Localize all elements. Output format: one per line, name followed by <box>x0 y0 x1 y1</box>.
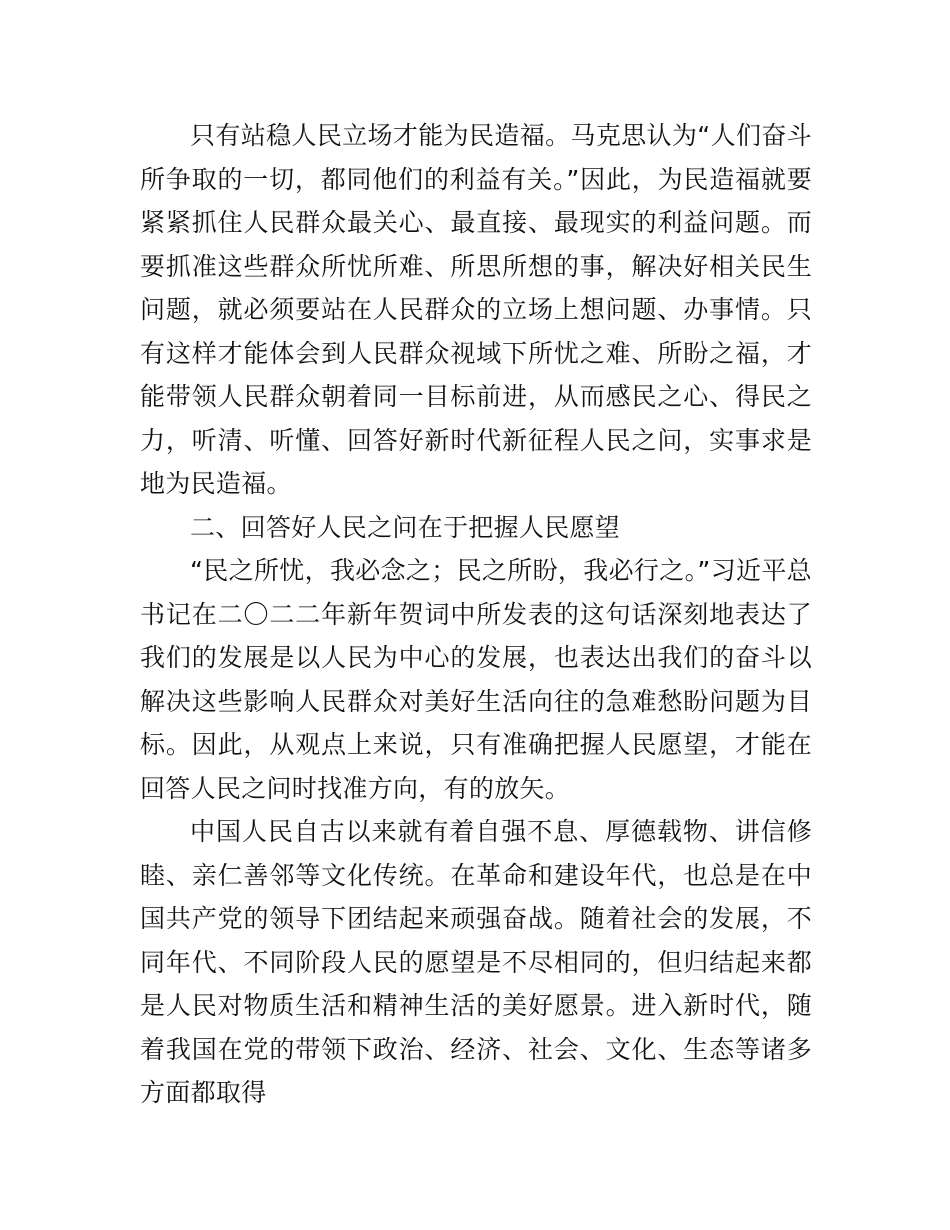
paragraph-new-year-speech: “民之所忧，我必念之；民之所盼，我必行之。”习近平总书记在二〇二二年新年贺词中所发表的这句话深刻地表达了我们的发展是以人民为中心的发展，也表达出我们的奋斗以解决这些影响人民群众对美好生活向往的急难愁盼问题为目标。因此，从观点上来说，只有准确把握人民愿望，才能在回答人民之问时找准方向，有的放矢。 <box>140 556 812 803</box>
paragraph-cultural-tradition: 中国人民自古以来就有着自强不息、厚德载物、讲信修睦、亲仁善邻等文化传统。在革命和建设年代，也总是在中国共产党的领导下团结起来顽强奋战。随着社会的发展，不同年代、不同阶段人民的愿望是不尽相同的，但归结起来都是人民对物质生活和精神生活的美好愿景。进入新时代，随着我国在党的带领下政治、经济、社会、文化、生态等诸多方面都取得 <box>140 817 812 1107</box>
document-page <box>140 114 812 1115</box>
section-heading-2: 二、回答好人民之问在于把握人民愿望 <box>190 512 621 542</box>
paragraph-people-standpoint: 只有站稳人民立场才能为民造福。马克思认为“人们奋斗所争取的一切，都同他们的利益有关。”因此，为民造福就要紧紧抓住人民群众最关心、最直接、最现实的利益问题。而要抓准这些群众所忧所难、所思所想的事，解决好相关民生问题，就必须要站在人民群众的立场上想问题、办事情。只有这样才能体会到人民群众视域下所忧之难、所盼之福，才能带领人民群众朝着同一目标前进，从而感民之心、得民之力，听清、听懂、回答好新时代新征程人民之问，实事求是地为民造福。 <box>140 121 812 498</box>
